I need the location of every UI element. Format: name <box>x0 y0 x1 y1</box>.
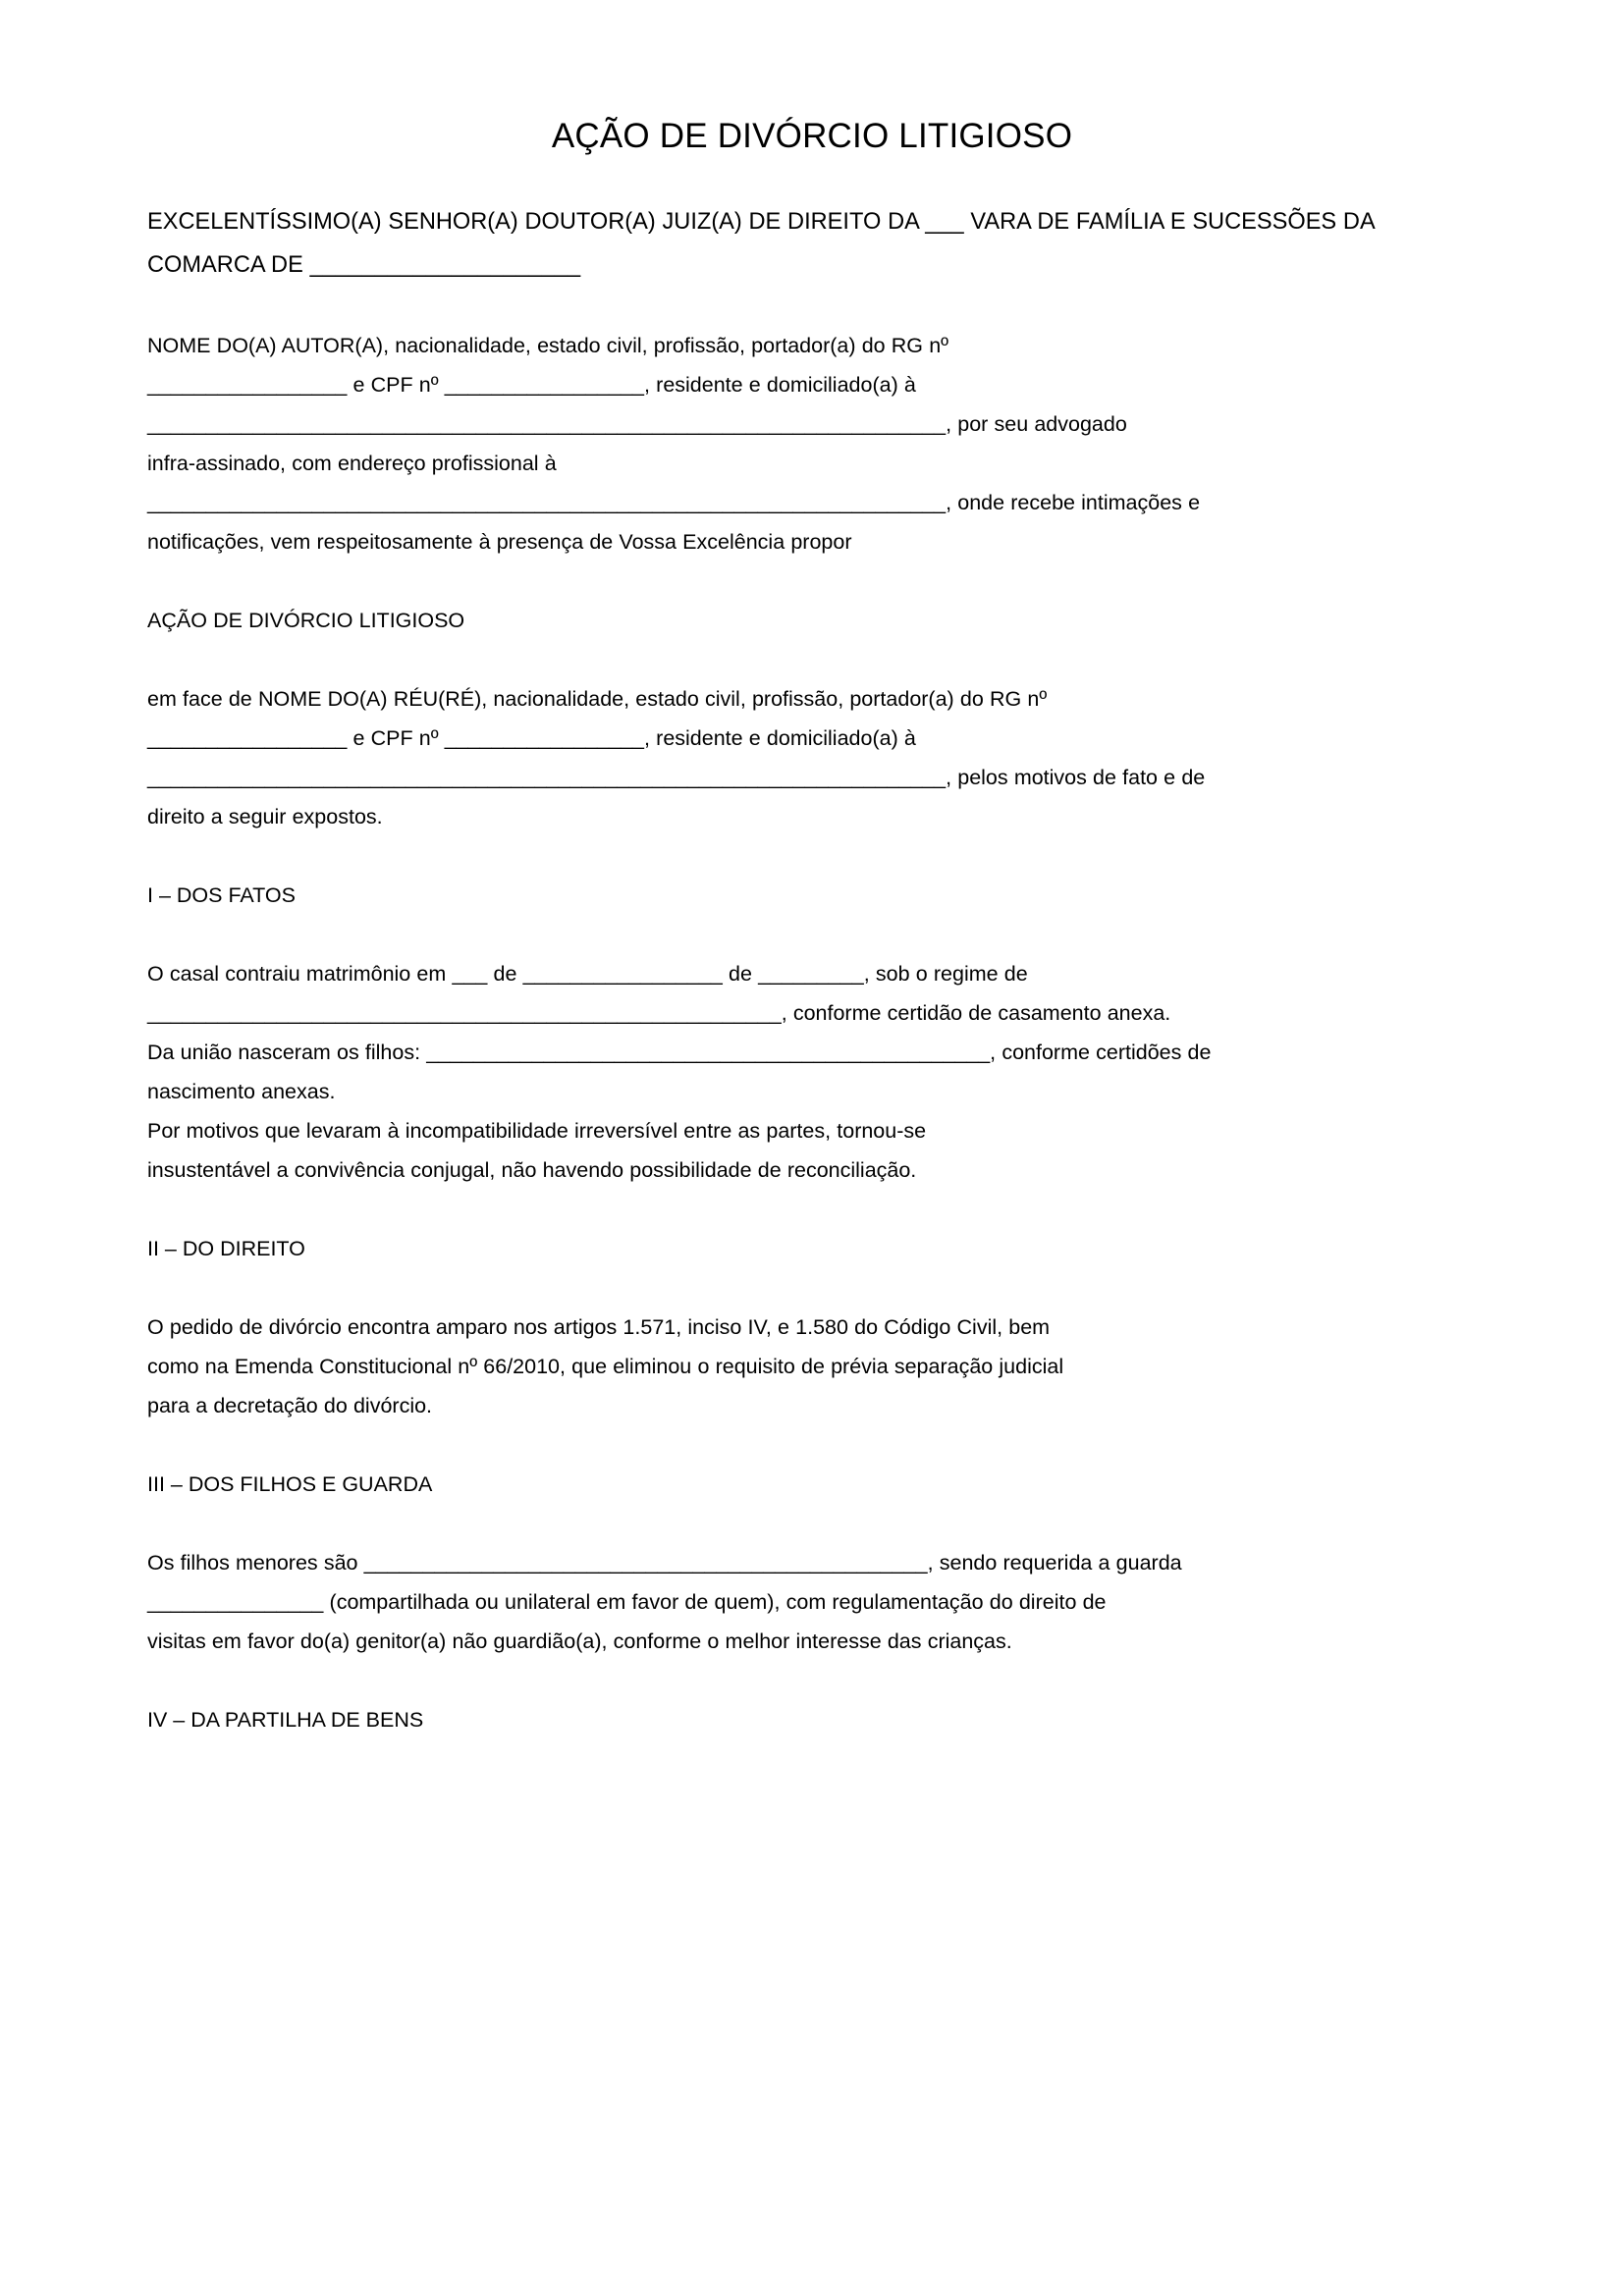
section-paragraph: Da união nasceram os filhos: ________________________________________________, conforme certidões de <box>147 1041 1212 1064</box>
spacer <box>147 561 1479 601</box>
plaintiff-block <box>147 326 1479 561</box>
plaintiff-line-2: _________________ e CPF nº _________________, residente e domiciliado(a) à <box>147 373 916 397</box>
spacer <box>147 640 1479 679</box>
document-body <box>0 157 1624 1739</box>
addressee-block <box>147 200 1479 287</box>
section-title-direito: II – DO DIREITO <box>147 1237 305 1260</box>
plaintiff-line-1: NOME DO(A) AUTOR(A), nacionalidade, estado civil, profissão, portador(a) do RG nº <box>147 334 949 357</box>
section-title-filhos-guarda: III – DOS FILHOS E GUARDA <box>147 1472 433 1496</box>
defendant-line-1: em face de NOME DO(A) RÉU(RÉ), nacionalidade, estado civil, profissão, portador(a) do RG nº <box>147 687 1048 711</box>
section-paragraph: O pedido de divórcio encontra amparo nos artigos 1.571, inciso IV, e 1.580 do Código Civil, bem <box>147 1315 1051 1339</box>
section-title-fatos: I – DOS FATOS <box>147 883 296 907</box>
page-title: AÇÃO DE DIVÓRCIO LITIGIOSO <box>551 117 1073 155</box>
plaintiff-line-3: ____________________________________________________________________, por seu advogado <box>147 412 1127 436</box>
spacer <box>147 915 1479 954</box>
plaintiff-line-6: notificações, vem respeitosamente à presença de Vossa Excelência propor <box>147 530 852 554</box>
plaintiff-line-5: ____________________________________________________________________, onde recebe intimações e <box>147 491 1201 514</box>
addressee-line-1: EXCELENTÍSSIMO(A) SENHOR(A) DOUTOR(A) JUIZ(A) DE DIREITO DA ___ VARA DE FAMÍLIA E SUCESSÕES DA <box>147 209 1376 235</box>
spacer <box>147 1268 1479 1308</box>
addressee-line-2: COMARCA DE _____________________ <box>147 252 581 278</box>
section-paragraph: nascimento anexas. <box>147 1080 336 1103</box>
section-body-fatos <box>147 954 1479 1190</box>
defendant-block <box>147 679 1479 836</box>
plaintiff-line-4: infra-assinado, com endereço profissional à <box>147 452 557 475</box>
section-title-partilha-bens: IV – DA PARTILHA DE BENS <box>147 1708 424 1732</box>
action-heading: AÇÃO DE DIVÓRCIO LITIGIOSO <box>147 609 465 632</box>
spacer <box>147 1661 1479 1700</box>
section-paragraph: insustentável a convivência conjugal, não havendo possibilidade de reconciliação. <box>147 1158 917 1182</box>
spacer <box>147 157 1479 200</box>
section-paragraph: Por motivos que levaram à incompatibilidade irreversível entre as partes, tornou-se <box>147 1119 927 1143</box>
section-paragraph: visitas em favor do(a) genitor(a) não guardião(a), conforme o melhor interesse das crianças. <box>147 1629 1012 1653</box>
section-body-direito <box>147 1308 1479 1425</box>
section-paragraph: para a decretação do divórcio. <box>147 1394 433 1417</box>
spacer <box>147 1425 1479 1465</box>
section-paragraph: como na Emenda Constitucional nº 66/2010, que eliminou o requisito de prévia separação judicial <box>147 1355 1064 1378</box>
defendant-line-4: direito a seguir expostos. <box>147 805 383 828</box>
defendant-line-3: ____________________________________________________________________, pelos motivos de fato e de <box>147 766 1206 789</box>
spacer <box>147 1190 1479 1229</box>
section-paragraph: O casal contraiu matrimônio em ___ de _________________ de _________, sob o regime de <box>147 962 1028 986</box>
section-paragraph: _______________ (compartilhada ou unilateral em favor de quem), com regulamentação do direito de <box>147 1590 1107 1614</box>
spacer <box>147 1504 1479 1543</box>
spacer <box>147 287 1479 326</box>
defendant-line-2: _________________ e CPF nº _________________, residente e domiciliado(a) à <box>147 726 916 750</box>
section-paragraph: ______________________________________________________, conforme certidão de casamento anexa. <box>147 1001 1171 1025</box>
section-paragraph: Os filhos menores são ________________________________________________, sendo requerida a guarda <box>147 1551 1182 1575</box>
section-body-filhos-guarda <box>147 1543 1479 1661</box>
spacer <box>147 836 1479 876</box>
